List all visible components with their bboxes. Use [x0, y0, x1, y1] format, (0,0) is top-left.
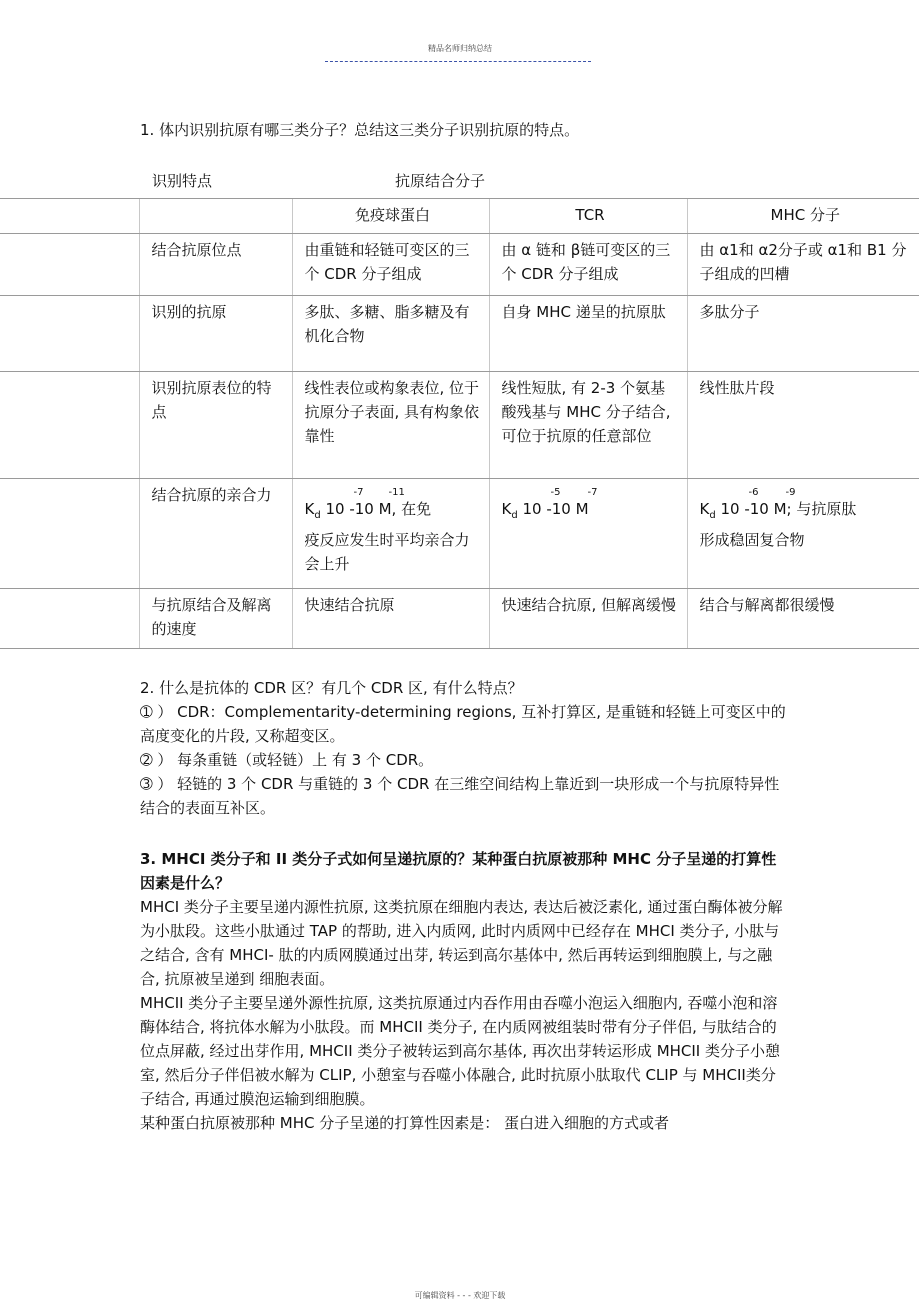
cell-mhc: 由 α1和 α2分子或 α1和 Β1 分子组成的凹槽	[687, 234, 919, 296]
cell-tcr: 由 α 链和 β链可变区的三个 CDR 分子组成	[489, 234, 687, 296]
question-2	[140, 676, 790, 820]
question-2-item-1: ➀ ） CDR：Complementarity-determining regions, 互补打算区, 是重链和轻链上可变区中的高度变化的片段, 又称超变区。	[140, 703, 786, 745]
header-rule	[325, 61, 591, 62]
cell-tcr: 线性短肽, 有 2-3 个氨基酸残基与 MHC 分子结合, 可位于抗原的任意部位	[489, 372, 687, 479]
kd-note: 形成稳固复合物	[699, 531, 805, 549]
question-1-title: 1. 体内识别抗原有哪三类分子？总结这三类分子识别抗原的特点。	[140, 121, 580, 139]
cell-ig: 由重链和轻链可变区的三个 CDR 分子组成	[292, 234, 489, 296]
question-3-para-1: MHCI 类分子主要呈递内源性抗原, 这类抗原在细胞内表达, 表达后被泛素化, 通过蛋白酶体被分解为小肽段。这些小肽通过 TAP 的帮助, 进入内质网, 此时内质网中已经存在 MHCI 类分子, 小肽与之结合, 含有 MHCI- 肽的内质网膜通过出芽, 转运到高尔基体中, 然后再转运到细胞膜上, 与之融合, 抗原被呈递到 细胞表面。	[140, 898, 783, 988]
row-feature: 识别的抗原	[139, 296, 292, 372]
table-row	[0, 234, 919, 296]
cell-mhc: 多肽分子	[687, 296, 919, 372]
table-label-feature: 识别特点	[152, 172, 213, 190]
row-feature: 结合抗原位点	[139, 234, 292, 296]
kd-expression: $K_d$ 10 -6 -10 -9 M; 与抗原肽	[699, 487, 857, 521]
page-header: 精品名师归纳总结	[428, 44, 492, 53]
table-label-molecule: 抗原结合分子	[395, 172, 486, 190]
table-row	[0, 589, 919, 649]
kd-expression: $K_d$ 10 -5 -10 -7 M	[501, 487, 598, 521]
cell-ig: 线性表位或构象表位, 位于抗原分子表面, 具有构象依靠性	[292, 372, 489, 479]
table-row	[0, 479, 919, 589]
col-header-mhc: MHC 分子	[687, 199, 919, 234]
cell-mhc: 线性肽片段	[687, 372, 919, 479]
question-3-para-2: MHCII 类分子主要呈递外源性抗原, 这类抗原通过内吞作用由吞噬小泡运入细胞内, 吞噬小泡和溶酶体结合, 将抗体水解为小肽段。而 MHCII 类分子, 在内质网被组装时带有分子伴侣, 与肽结合的位点屏蔽, 经过出芽作用, MHCII 类分子被转运到高尔基体, 再次出芽转运形成 MHCII 类分子小憩室, 然后分子伴侣被水解为 CLIP, 小憩室与吞噬小体融合, 此时抗原小肽取代 CLIP 与 MHCII类分子结合, 再通过膜泡运输到细胞膜。	[140, 994, 781, 1108]
question-3-title: 3. MHCI 类分子和 II 类分子式如何呈递抗原的？某种蛋白抗原被那种 MHC 分子呈递的打算性因素是什么？	[140, 850, 777, 892]
cell-ig	[292, 479, 489, 589]
row-feature: 识别抗原表位的特点	[139, 372, 292, 479]
row-feature: 结合抗原的亲合力	[139, 479, 292, 589]
page-footer: 可编辑资料 - - - 欢迎下载	[414, 1291, 506, 1300]
table-row	[0, 372, 919, 479]
kd-note: 疫反应发生时平均亲合力会上升	[304, 531, 470, 573]
row-feature: 与抗原结合及解离的速度	[139, 589, 292, 649]
kd-expression: $K_d$ 10 -7 -10 -11 M, 在免	[304, 487, 432, 521]
comparison-table	[0, 198, 919, 649]
cell-ig: 多肽、多糖、脂多糖及有机化合物	[292, 296, 489, 372]
question-3	[140, 847, 790, 1135]
table-header-row	[0, 199, 919, 234]
col-header-tcr: TCR	[489, 199, 687, 234]
question-2-item-3: ➂ ） 轻链的 3 个 CDR 与重链的 3 个 CDR 在三维空间结构上靠近到一块形成一个与抗原特异性结合的表面互补区。	[140, 775, 780, 817]
question-2-item-2: ➁ ） 每条重链（或轻链）上 有 3 个 CDR。	[140, 751, 434, 769]
question-3-para-3: 某种蛋白抗原被那种 MHC 分子呈递的打算性因素是： 蛋白进入细胞的方式或者	[140, 1114, 670, 1132]
question-2-title: 2. 什么是抗体的 CDR 区？有几个 CDR 区, 有什么特点？	[140, 679, 523, 697]
table-row	[0, 296, 919, 372]
cell-ig: 快速结合抗原	[292, 589, 489, 649]
cell-tcr: 快速结合抗原, 但解离缓慢	[489, 589, 687, 649]
cell-tcr: 自身 MHC 递呈的抗原肽	[489, 296, 687, 372]
col-header-ig: 免疫球蛋白	[292, 199, 489, 234]
cell-tcr	[489, 479, 687, 589]
cell-mhc: 结合与解离都很缓慢	[687, 589, 919, 649]
cell-mhc	[687, 479, 919, 589]
